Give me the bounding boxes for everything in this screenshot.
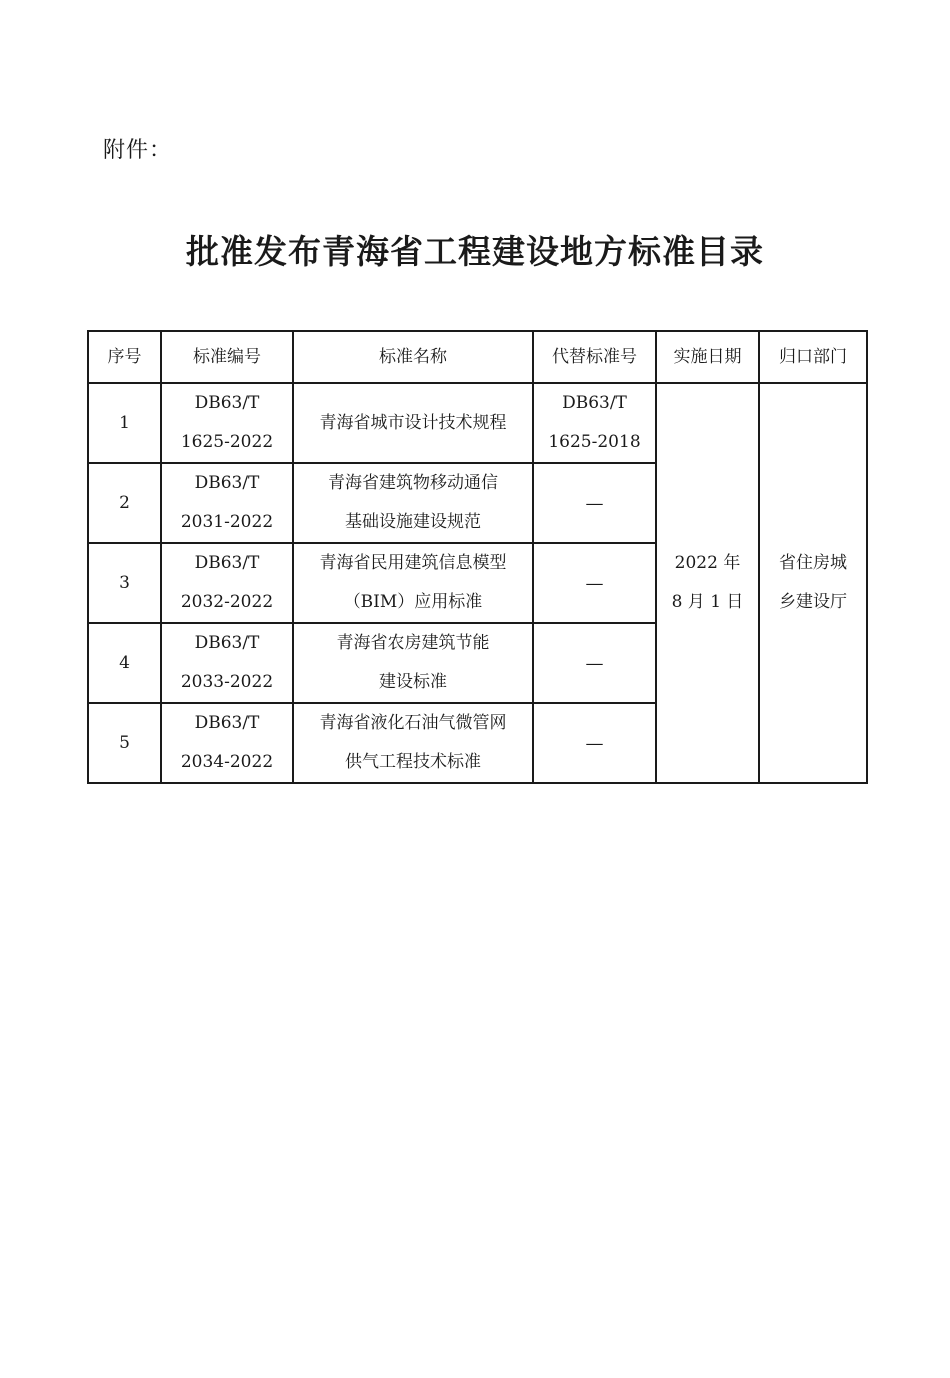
cell-standard-name: 青海省民用建筑信息模型 （BIM）应用标准 <box>293 543 533 623</box>
cell-standard-name: 青海省建筑物移动通信 基础设施建设规范 <box>293 463 533 543</box>
header-serial: 序号 <box>88 331 161 383</box>
cell-standard-code: DB63/T 2033-2022 <box>161 623 293 703</box>
cell-serial: 1 <box>88 383 161 463</box>
cell-standard-code: DB63/T 1625-2022 <box>161 383 293 463</box>
cell-standard-code: DB63/T 2034-2022 <box>161 703 293 783</box>
cell-serial: 3 <box>88 543 161 623</box>
standards-table <box>87 330 868 784</box>
header-department: 归口部门 <box>759 331 867 383</box>
cell-standard-name: 青海省城市设计技术规程 <box>293 383 533 463</box>
cell-standard-code: DB63/T 2032-2022 <box>161 543 293 623</box>
header-standard-code: 标准编号 <box>161 331 293 383</box>
cell-serial: 4 <box>88 623 161 703</box>
cell-department: 省住房城 乡建设厅 <box>759 383 867 783</box>
cell-serial: 2 <box>88 463 161 543</box>
cell-replaces: DB63/T 1625-2018 <box>533 383 656 463</box>
page-title: 批准发布青海省工程建设地方标准目录 <box>186 232 764 271</box>
header-replaces: 代替标准号 <box>533 331 656 383</box>
cell-effective-date: 2022 年 8 月 1 日 <box>656 383 759 783</box>
cell-replaces: — <box>533 623 656 703</box>
cell-serial: 5 <box>88 703 161 783</box>
cell-standard-name: 青海省农房建筑节能 建设标准 <box>293 623 533 703</box>
table-row <box>88 383 867 463</box>
header-effective-date: 实施日期 <box>656 331 759 383</box>
attachment-label: 附件： <box>103 138 173 163</box>
cell-replaces: — <box>533 463 656 543</box>
cell-standard-code: DB63/T 2031-2022 <box>161 463 293 543</box>
table-header-row <box>88 331 867 383</box>
header-standard-name: 标准名称 <box>293 331 533 383</box>
cell-replaces: — <box>533 543 656 623</box>
cell-replaces: — <box>533 703 656 783</box>
cell-standard-name: 青海省液化石油气微管网 供气工程技术标准 <box>293 703 533 783</box>
